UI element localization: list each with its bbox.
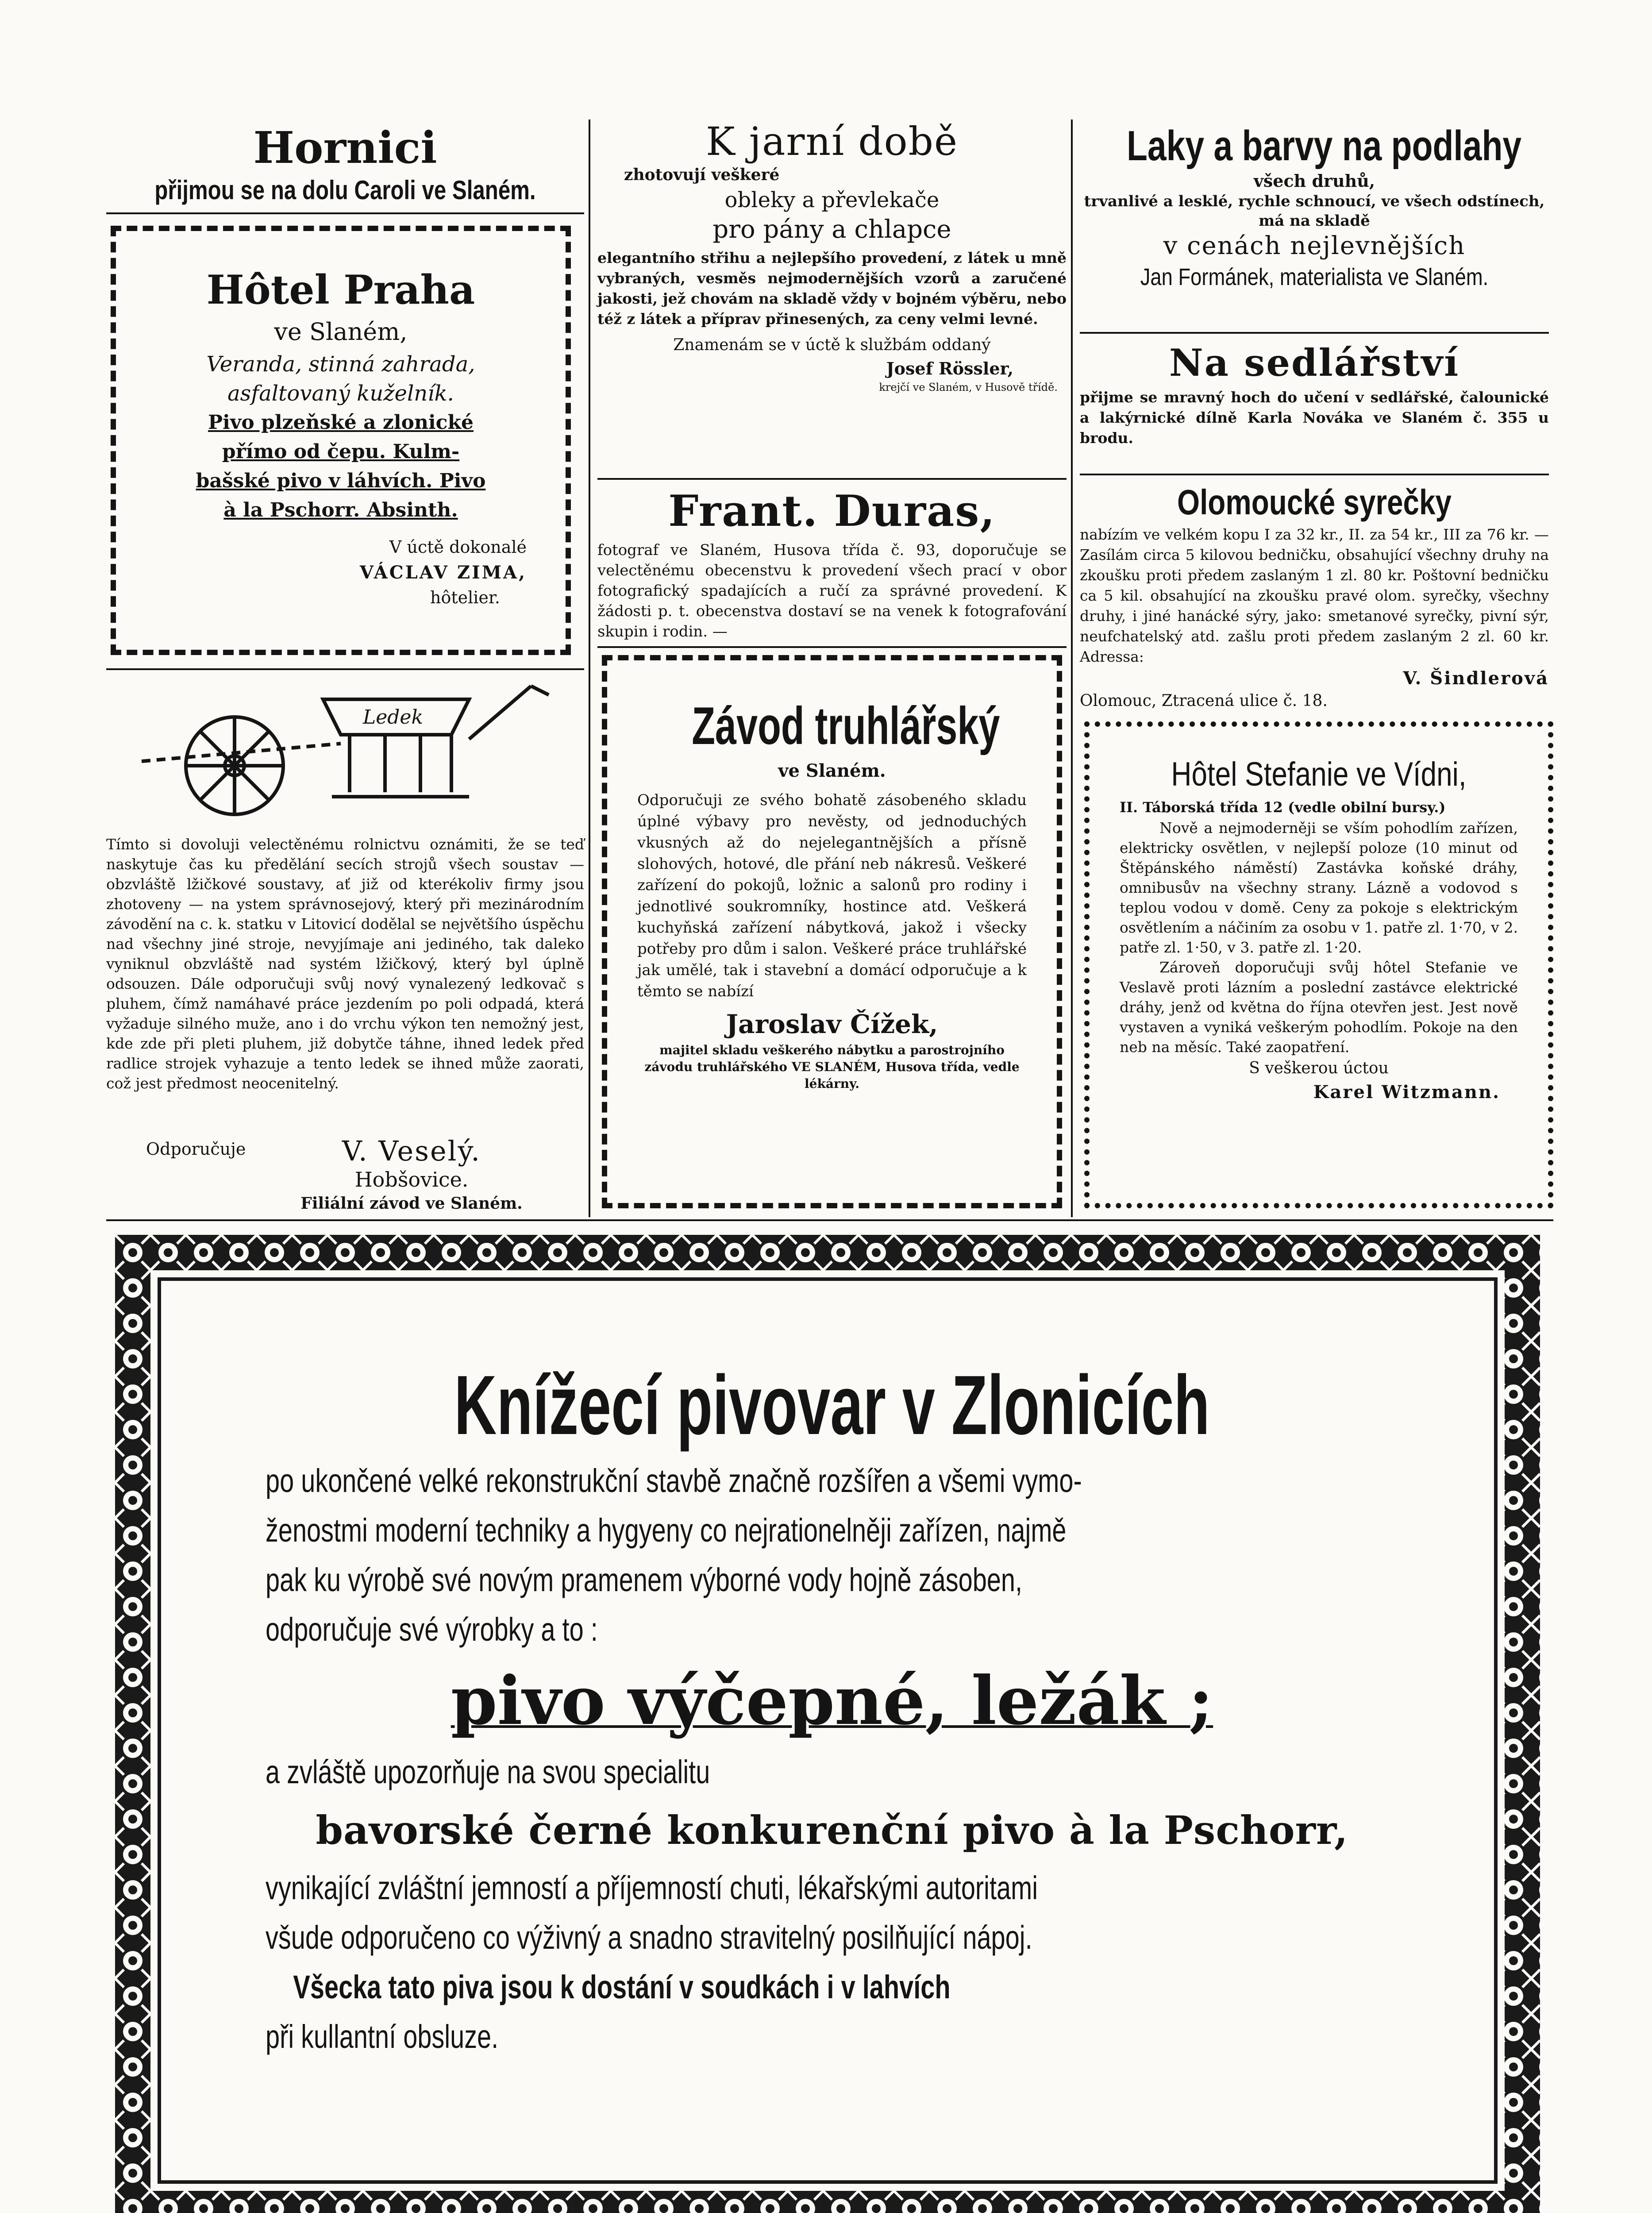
paints-line: trvanlivé a lesklé, rychle schnoucí, ve všech odstínech, má na skladě [1084,193,1545,230]
ad-plough-signature [106,1137,584,1214]
ad-miners-title: Hornici [253,123,437,173]
ad-spring-clothing [597,120,1067,395]
spring-sign: Znamenám se v úctě k službám oddaný [673,336,991,354]
stefanie-p1: Nově a nejmoderněji se vším pohodlím zařízen, elektricky osvětlen, v nejlepší poloze (10 minut od Štěpánského náměstí) Zastávka koňské dráhy, omnibusův na všechny strany. Lázně a vodovod s teplou vodou v domě. Ceny za pokoje s elektrickým osvětlením a náčiním za osobu v 1. patře zl. 1·70, v 2. patře zl. 1·50, v 3. patře zl. 1·20. [1120,819,1518,956]
plough-label: Ledek [363,706,424,729]
spring-title: K jarní době [705,119,959,164]
divider [106,1219,1553,1221]
spring-line: pro pány a chlapce [712,215,951,244]
ad-hotel-praha [137,266,544,610]
plough-illustration [133,677,558,828]
ad-paints [1080,122,1549,293]
spring-sign-place: krejčí ve Slaném, v Husově třídě. [879,381,1058,393]
duras-title: Frant. Duras, [668,486,996,536]
divider [106,212,584,214]
brewery-text: odporučuje své výrobky a to : [266,1611,598,1648]
brewery-text: Všecka tato piva jsou k dostání v soudkách i v lahvích [293,1969,951,2005]
cheese-title: Olomoucké syrečky [1177,482,1452,522]
brewery-text: všude odporučeno co výživný a snadno stravitelný posilňující nápoj. [266,1919,1032,1956]
hotel-praha-line: Pivo plzeňské a zlonické [208,411,474,434]
divider [106,668,584,670]
brewery-title: Knížecí pivovar v Zlonicích [454,1358,1210,1452]
divider [597,478,1067,480]
carpentry-subtitle: ve Slaném. [778,760,886,781]
hotel-praha-line: asfaltovaný kuželník. [227,381,454,406]
plough-recommend: Odporučuje [146,1139,246,1159]
stefanie-p2: Zároveň doporučuji svůj hôtel Stefanie ve Veslavě proti lázním a poslední zastávce elektrické dráhy, jenž od května do října otevřen jest. Jest nově vystaven a vyniká veškerým pohodlím. Pokoje na den neb na měsíc. Také zaopatření. [1120,959,1518,1056]
paints-line: v cenách nejlevnějších [1163,231,1466,260]
hotel-praha-line: Veranda, stinná zahrada, [206,352,475,377]
stefanie-name: Karel Witzmann. [1313,1082,1500,1103]
cheese-name: V. Šindlerová [1403,668,1549,689]
ad-duras [597,487,1067,642]
ad-carpentry [637,695,1027,1092]
hotel-praha-subtitle: ve Slaném, [274,318,408,346]
hotel-praha-line: přímo od čepu. Kulm- [222,440,460,463]
brewery-beer: pivo výčepné, ležák ; [451,1662,1213,1740]
carpentry-role: majitel skladu veškerého nábytku a parostrojního závodu truhlářského VE SLANÉM, Husova třída, vedle lékárny. [644,1043,1020,1091]
hotel-praha-greeting: V úctě dokonalé [389,537,527,557]
brewery-text: pak ku výrobě své novým pramenem výborné vody hojně zásoben, [266,1561,1023,1598]
paints-line: všech druhů, [1253,171,1375,191]
stefanie-greet: S veškerou úctou [1249,1059,1389,1077]
spring-sign-name: Josef Rössler, [886,359,1013,378]
hotel-praha-title: Hôtel Praha [206,266,475,313]
hotel-praha-role: hôtelier. [430,588,500,607]
stefanie-title: Hôtel Stefanie ve Vídni, [1171,756,1467,793]
divider [1080,332,1549,334]
spring-line: zhotovují veškeré [624,166,780,184]
stefanie-sub: II. Táborská třída 12 (vedle obilní bursy.) [1120,799,1446,816]
paints-line: Jan Formánek, materialista ve Slaném. [1140,264,1489,290]
ad-cheese [1080,480,1549,712]
ad-brewery [266,1354,1398,2062]
ad-miners-text: přijmou se na dolu Caroli ve Slaném. [154,175,536,205]
divider [597,646,1067,648]
spring-line: obleky a převlekače [724,188,940,212]
plough-name: V. Veselý. [342,1135,481,1167]
brewery-black-beer: bavorské černé konkurenční pivo à la Pschorr, [316,1807,1348,1853]
brewery-text: po ukončené velké rekonstrukční stavbě značně rozšířen a všemi vymo- [266,1462,1082,1499]
carpentry-body: Odporučuji ze svého bohatě zásobeného skladu úplné výbavy pro nevěsty, od jednoduchých vkusných až do nejelegantnějších a přísně slohových, hotové, dle přání neb nákresů. Veškeré zařízení do pokojů, ložnic a salonů pro rodiny i jednotlivé soukromníky, hostince atd. Veškerá kuchyňská zařízení nábytková, jakož i všecky potřeby pro dům i salon. Veškeré práce truhlářské jak umělé, tak i stavební a domácí odporučuje a k těmto se nabízí [637,791,1027,1000]
saddlery-title: Na sedlářství [1169,341,1460,385]
brewery-text: a zvláště upozorňuje na svou specialitu [266,1754,710,1790]
hotel-praha-owner: VÁCLAV ZIMA, [359,562,527,583]
ad-saddlery [1080,339,1549,448]
hotel-praha-line: à la Pschorr. Absinth. [223,499,458,521]
column-rule-2 [1071,120,1073,1217]
carpentry-title: Závod truhlářský [692,696,1000,756]
saddlery-body: přijme se mravný hoch do učení v sedlářské, čalounické a lakýrnické dílně Karla Nováka ve Slaném č. 355 u brodu. [1080,389,1549,447]
ad-plough-text: Tímto si dovoluji velectěnému rolnictvu oznámiti, že se teď naskytuje čas ku předělání secích strojů všech soustav — obzvláště lžičkové soustavy, ať již od kterékoliv firmy jsou zhotoveny — na ystem správnosejový, který při mezinárodním závodění na c. k. statku v Litovicí dodělal se největšího úspěchu nad všechny jiné stroje, nevyjímaje ani jediného, tak daleko vyniknul obzvláště nad systém lžičkový, který byl úplně odsouzen. Dále odporučuji svůj nový vynalezený ledkovač s pluhem, čímž namáhavé práce jezdením po poli odpadá, která vyžaduje silného muže, ano i do vrchu výkon ten nemožný jest, kde zde při pleti pluhem, již dobytče táhne, ihned ledek před radlice strojek vyhazuje a tento ledek se ihned může zaorati, což jest předmost neocenitelný. [106,836,584,1092]
plough-place: Hobšovice. [354,1168,469,1191]
brewery-text: vynikající zvláštní jemností a příjemností chuti, lékařskými autoritami [266,1870,1038,1906]
ad-stefanie [1120,752,1518,1105]
column-rule-1 [589,120,590,1217]
divider [1080,474,1549,475]
duras-body: fotograf ve Slaném, Husova třída č. 93, doporučuje se velectěnému obecenstvu k provedení všech prací v obor fotografický spadajících a ručí za správné provedení. K žádosti p. t. obecenstva dostaví se na venek k fotografování skupin i rodin. — [597,541,1067,640]
cheese-address: Olomouc, Ztracená ulice č. 18. [1080,692,1328,710]
cheese-body: nabízím ve velkém kopu I za 32 kr., II. za 54 kr., III za 76 kr. — Zasílám circa 5 kilovou bedničku, obsahující všechny druhy na zkoušku proti předem zaslaným 1 zl. 80 kr. Poštovní bedničku ca 5 kil. obsahující na zkoušku pravé olom. syrečky, všechny druhy, i jiné hanácké sýry, jako: smetanové syrečky, pivní sýr, neufchatelský atd. zašlu proti předem zaslaným 2 zl. 60 kr. Adressa: [1080,526,1549,665]
spring-body: elegantního střihu a nejlepšího provedení, z látek u mně vybraných, vesměs nejmodernějších vzorů a zaručené jakosti, jež chovám na skladě vždy v bojném výběru, nebo též z látek a příprav přinesených, za ceny velmi levné. [597,249,1067,328]
plough-branch: Filiální závod ve Slaném. [300,1194,523,1213]
brewery-text: ženostmi moderní techniky a hygyeny co nejrationelněji zařízen, najmě [266,1512,1067,1549]
brewery-text: při kullantní obsluze. [266,2018,499,2055]
carpentry-name: Jaroslav Čížek, [726,1009,938,1039]
paints-title: Laky a barvy na podlahy [1127,122,1522,170]
ad-miners [106,124,584,208]
hotel-praha-line: bašské pivo v láhvích. Pivo [196,470,486,492]
